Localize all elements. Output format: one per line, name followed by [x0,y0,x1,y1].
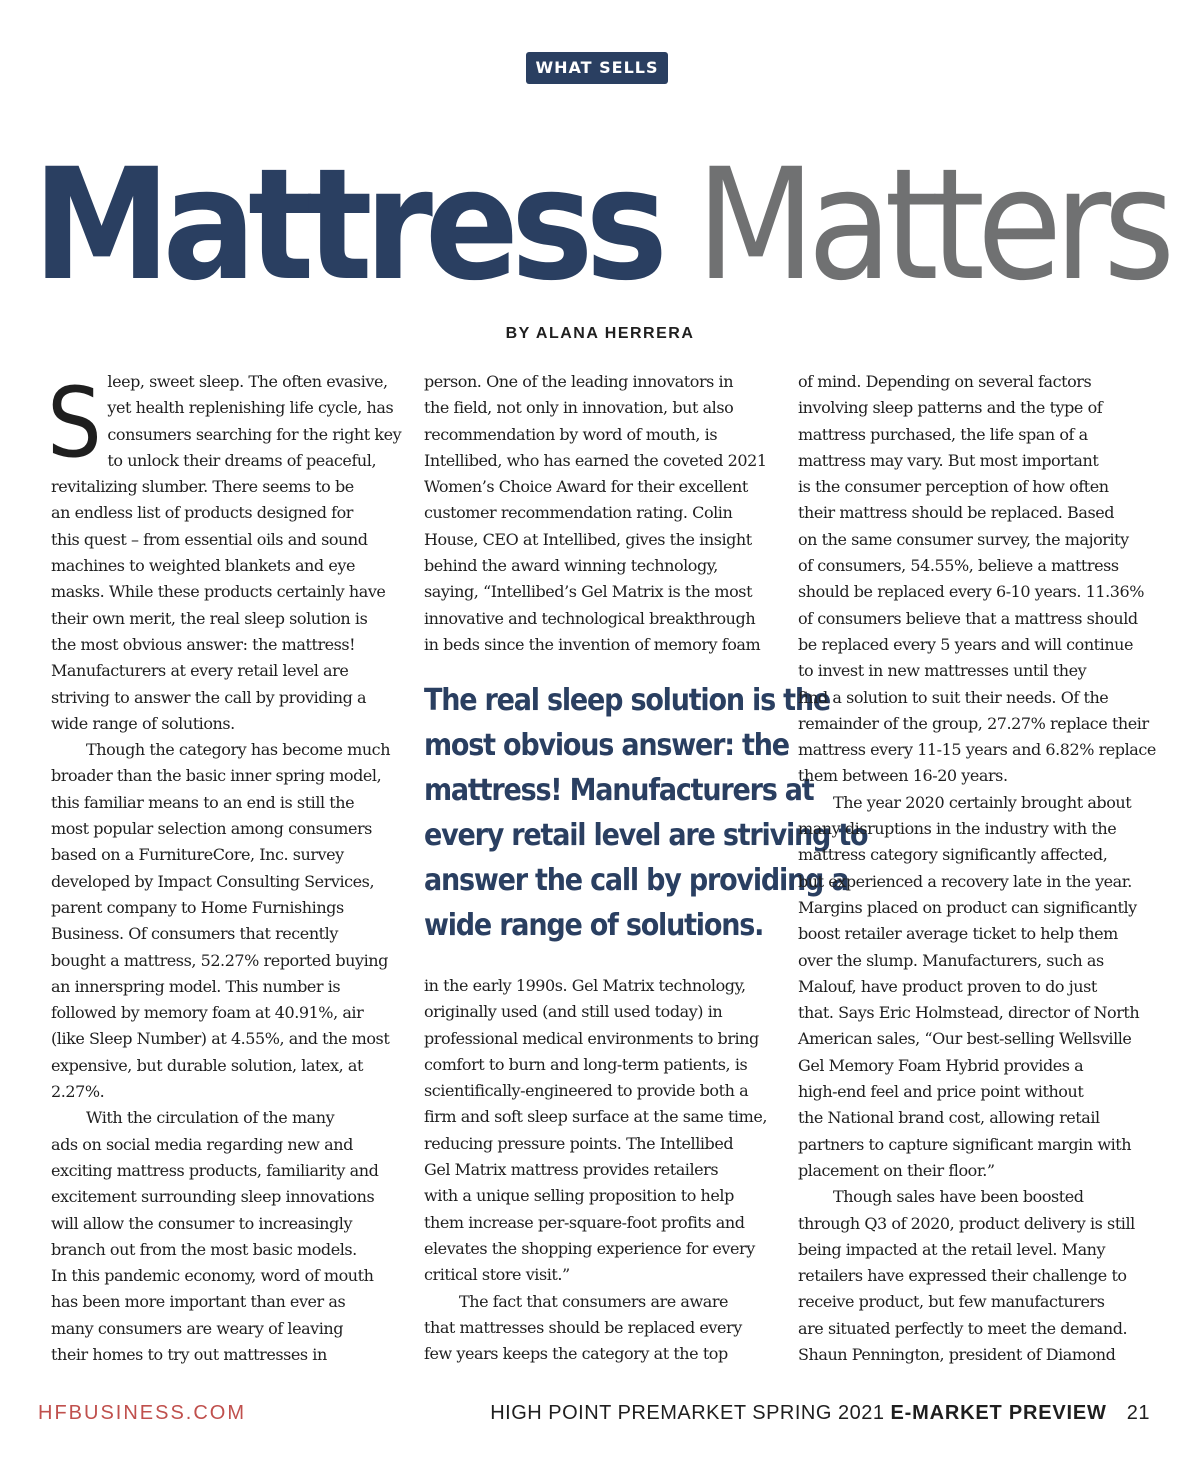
text-line: Business. Of consumers that recently [51,924,338,944]
text-line: should be replaced every 6-10 years. 11.36% [798,582,1144,602]
text-line: American sales, “Our best-selling Wellsville [798,1029,1132,1049]
headline-part2: Matters [695,136,1168,315]
text-line: high-end feel and price point without [798,1082,1084,1102]
text-line: over the slump. Manufacturers, such as [798,950,1104,970]
footer-publication [490,1402,1150,1425]
text-line: scientifically-engineered to provide both a [424,1081,749,1101]
text-line: With the circulation of the many [86,1108,335,1128]
text-line: The fact that consumers are aware [459,1291,729,1311]
text-line: mattress purchased, the life span of a [798,424,1088,444]
article-column-1 [47,367,402,1368]
text-line: receive product, but few manufacturers [798,1292,1105,1312]
text-line: firm and soft sleep surface at the same time, [424,1107,767,1127]
text-line: few years keeps the category at the top [424,1344,728,1364]
text-line: Shaun Pennington, president of Diamond [798,1344,1116,1364]
text-line: The year 2020 certainly brought about [833,792,1132,812]
article-column-2-top [424,369,776,658]
text-line: revitalizing slumber. There seems to be [51,477,354,497]
text-line: Intellibed, who has earned the coveted 2021 [424,450,767,470]
text-line: elevates the shopping experience for every [424,1238,755,1258]
text-line: yet health replenishing life cycle, has [107,398,394,418]
text-line: partners to capture significant margin with [798,1134,1132,1154]
text-line: through Q3 of 2020, product delivery is still [798,1213,1135,1233]
text-line: placement on their floor.” [798,1160,995,1180]
text-line: will allow the consumer to increasingly [51,1213,353,1233]
text-line: behind the award winning technology, [424,556,718,576]
text-line: machines to weighted blankets and eye [51,556,355,576]
text-line: striving to answer the call by providing a [51,687,367,707]
text-line: remainder of the group, 27.27% replace their [798,713,1149,733]
text-line: recommendation by word of mouth, is [424,424,718,444]
text-line: Gel Matrix mattress provides retailers [424,1160,719,1180]
text-line: person. One of the leading innovators in [424,372,734,391]
text-line: their homes to try out mattresses in [51,1344,327,1364]
text-line: in beds since the invention of memory foam [424,634,761,654]
text-line: their mattress should be replaced. Based [798,503,1115,523]
article-column-3 [798,369,1156,1368]
text-line: on the same consumer survey, the majority [798,529,1129,549]
headline-part1: Mattress [32,136,660,315]
pull-quote-line: answer the call by providing a [424,863,849,898]
text-line: the most obvious answer: the mattress! [51,634,356,654]
text-line: retailers have expressed their challenge to [798,1266,1127,1286]
text-line: is the consumer perception of how often [798,477,1109,497]
text-line: exciting mattress products, familiarity and [51,1160,379,1180]
text-line: developed by Impact Consulting Services, [51,871,375,891]
text-line: the National brand cost, allowing retail [798,1108,1100,1128]
text-line: being impacted at the retail level. Many [798,1239,1106,1259]
text-line: this familiar means to an end is still the [51,792,355,812]
text-line: excitement surrounding sleep innovations [51,1187,375,1207]
text-line: them increase per-square-foot profits and [424,1212,745,1232]
text-line: followed by memory foam at 40.91%, air [51,1003,364,1023]
text-line: involving sleep patterns and the type of [798,398,1103,418]
text-line: of consumers, 54.55%, believe a mattress [798,556,1119,576]
text-line: to unlock their dreams of peaceful, [107,450,377,470]
text-line: saying, “Intellibed’s Gel Matrix is the most [424,582,753,602]
text-line: Gel Memory Foam Hybrid provides a [798,1055,1084,1075]
text-line: comfort to burn and long-term patients, is [424,1054,748,1074]
text-line: them between 16-20 years. [798,766,1008,786]
headline [0,136,1200,316]
text-line: has been more important than ever as [51,1292,346,1312]
text-line: mattress may vary. But most important [798,450,1099,470]
text-line: branch out from the most basic models. [51,1239,357,1259]
byline: BY ALANA HERRERA [505,325,695,342]
footer-publication-title: HIGH POINT PREMARKET SPRING 2021 [490,1402,885,1424]
text-line: based on a FurnitureCore, Inc. survey [51,845,344,865]
section-tag: WHAT SELLS [526,52,668,84]
text-line: with a unique selling proposition to help [424,1186,734,1206]
footer-website[interactable]: HFBUSINESS.COM [38,1402,247,1424]
text-line: this quest – from essential oils and sound [51,529,368,549]
text-line: In this pandemic economy, word of mouth [51,1266,374,1286]
text-line: Margins placed on product can significantly [798,897,1137,917]
text-line: most popular selection among consumers [51,819,372,839]
text-line: an innerspring model. This number is [51,976,341,996]
text-line: the field, not only in innovation, but also [424,398,734,418]
text-line: to invest in new mattresses until they [798,661,1087,681]
text-line: 2.27%. [51,1082,105,1102]
article-column-2-bottom [424,973,776,1367]
text-line: reducing pressure points. The Intellibed [424,1133,734,1153]
text-line: in the early 1990s. Gel Matrix technology, [424,976,746,995]
pull-quote-line: The real sleep solution is the [424,683,830,718]
text-line: mattress every 11-15 years and 6.82% replace [798,740,1156,760]
pull-quote-line: mattress! Manufacturers at [424,773,814,808]
text-line: of mind. Depending on several factors [798,372,1092,391]
pull-quote [424,678,868,948]
text-line: wide range of solutions. [51,713,235,733]
text-line: masks. While these products certainly have [51,582,386,602]
text-line: leep, sweet sleep. The often evasive, [107,372,388,391]
text-line: their own merit, the real sleep solution is [51,608,368,628]
text-line: Though sales have been boosted [833,1187,1084,1207]
text-line: House, CEO at Intellibed, gives the insight [424,529,752,549]
text-line: be replaced every 5 years and will continue [798,634,1134,654]
pull-quote-line: most obvious answer: the [424,728,789,763]
text-line: of consumers believe that a mattress should [798,608,1138,628]
text-line: consumers searching for the right key [107,424,402,444]
footer-edition: E-MARKET PREVIEW [890,1402,1107,1424]
text-line: are situated perfectly to meet the demand. [798,1318,1128,1338]
text-line: (like Sleep Number) at 4.55%, and the most [51,1029,390,1049]
text-line: broader than the basic inner spring model, [51,766,382,786]
text-line: expensive, but durable solution, latex, at [51,1055,363,1075]
text-line: many consumers are weary of leaving [51,1318,344,1338]
text-line: Manufacturers at every retail level are [51,661,349,681]
pull-quote-line: wide range of solutions. [424,908,764,943]
text-line: originally used (and still used today) in [424,1002,723,1022]
pull-quote-line: every retail level are striving to [424,818,868,853]
text-line: Women’s Choice Award for their excellent [424,477,748,497]
text-line: many disruptions in the industry with the [798,819,1117,839]
text-line: that. Says Eric Holmstead, director of North [798,1003,1140,1023]
text-line: customer recommendation rating. Colin [424,503,733,523]
text-line: boost retailer average ticket to help them [798,924,1118,944]
text-line: that mattresses should be replaced every [424,1317,742,1337]
text-line: an endless list of products designed for [51,503,353,523]
drop-cap: S [47,367,102,479]
page-number: 21 [1126,1402,1150,1424]
text-line: but experienced a recovery late in the year. [798,871,1132,891]
text-line: mattress category significantly affected, [798,845,1108,865]
text-line: find a solution to suit their needs. Of the [798,687,1109,707]
text-line: Though the category has become much [86,740,391,760]
text-line: bought a mattress, 52.27% reported buying [51,950,388,970]
text-line: ads on social media regarding new and [51,1134,353,1154]
text-line: innovative and technological breakthrough [424,608,756,628]
text-line: professional medical environments to bring [424,1028,759,1048]
text-line: Malouf, have product proven to do just [798,976,1097,996]
text-line: critical store visit.” [424,1265,570,1285]
text-line: parent company to Home Furnishings [51,897,344,917]
